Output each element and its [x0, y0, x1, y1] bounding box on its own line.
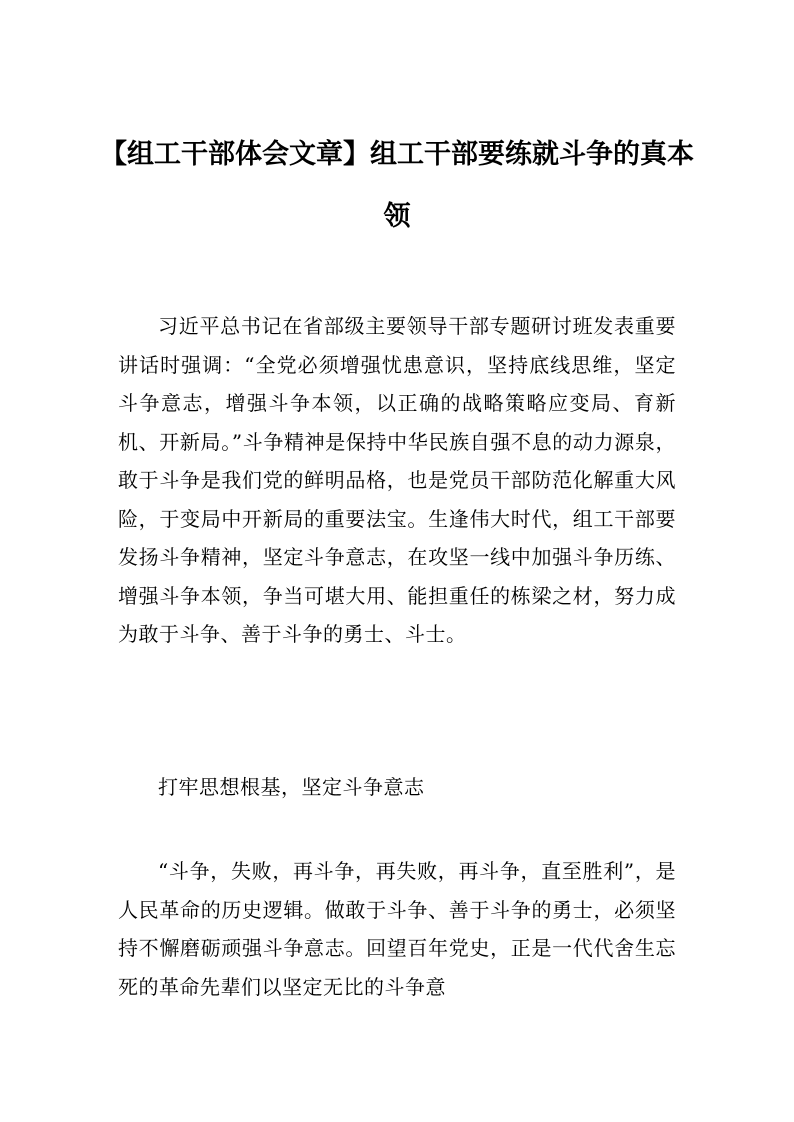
- section-paragraph: “斗争，失败，再斗争，再失败，再斗争，直至胜利”，是人民革命的历史逻辑。做敢于斗争、善于斗争的勇士，必须坚持不懈磨砺顽强斗争意志。回望百年党史，正是一代代舍生忘死的革命先辈们以坚定无比的斗争意: [118, 859, 676, 999]
- document-title: 【组工干部体会文章】组工干部要练就斗争的真本领: [100, 139, 694, 232]
- section-heading: 打牢思想根基，坚定斗争意志: [158, 775, 425, 799]
- intro-paragraph: 习近平总书记在省部级主要领导干部专题研讨班发表重要讲话时强调：“全党必须增强忧患意识，坚持底线思维，坚定斗争意志，增强斗争本领，以正确的战略策略应变局、育新机、开新局。”斗争精神是保持中华民族自强不息的动力源泉，敢于斗争是我们党的鲜明品格，也是党员干部防范化解重大风险，于变局中开新局的重要法宝。生逢伟大时代，组工干部要发扬斗争精神，坚定斗争意志，在攻坚一线中加强斗争历练、增强斗争本领，争当可堪大用、能担重任的栋梁之材，努力成为敢于斗争、善于斗争的勇士、斗士。: [118, 314, 676, 646]
